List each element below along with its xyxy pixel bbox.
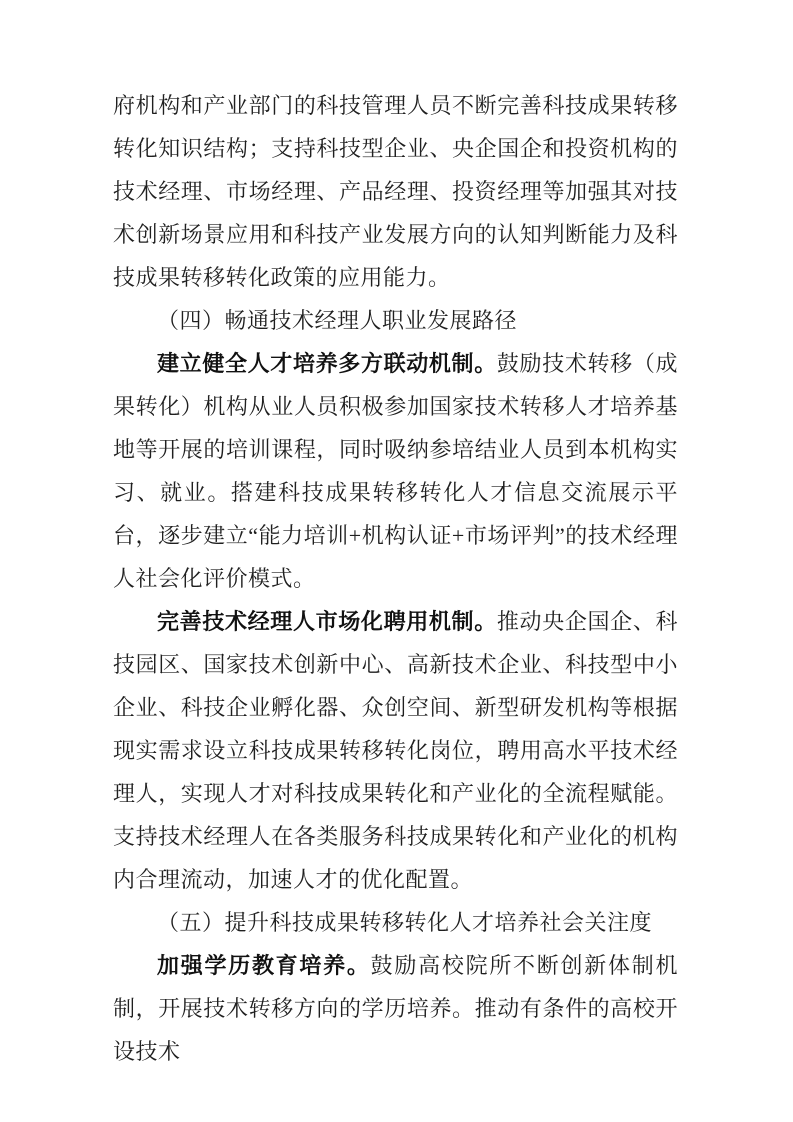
document-body xyxy=(113,84,678,1073)
paragraph-talent-linkage-mechanism xyxy=(113,342,678,600)
paragraph-market-hiring-mechanism xyxy=(113,600,678,901)
section-heading-5: （五）提升科技成果转移转化人才培养社会关注度 xyxy=(157,910,653,935)
paragraph-lead-bold: 加强学历教育培养。 xyxy=(157,953,371,978)
paragraph-body-text: 鼓励高校院所不断创新体制机制，开展技术转移方向的学历培养。推动有条件的高校开设技术 xyxy=(113,953,678,1064)
paragraph-body-text: 推动央企国企、科技园区、国家技术创新中心、高新技术企业、科技型中小企业、科技企业孵化器、众创空间、新型研发机构等根据现实需求设立科技成果转移转化岗位，聘用高水平技术经理人，实现人才对科技成果转化和产业化的全流程赋能。支持技术经理人在各类服务科技成果转化和产业化的机构内合理流动，加速人才的优化配置。 xyxy=(113,609,678,892)
paragraph-continuation: 府机构和产业部门的科技管理人员不断完善科技成果转移转化知识结构；支持科技型企业、央企国企和投资机构的技术经理、市场经理、产品经理、投资经理等加强其对技术创新场景应用和科技产业发展方向的认知判断能力及科技成果转移转化政策的应用能力。 xyxy=(113,93,678,290)
paragraph-lead-bold: 建立健全人才培养多方联动机制。 xyxy=(157,351,497,376)
paragraph-academic-education xyxy=(113,944,678,1073)
section-heading-4: （四）畅通技术经理人职业发展路径 xyxy=(157,308,518,333)
paragraph-lead-bold: 完善技术经理人市场化聘用机制。 xyxy=(157,609,497,634)
paragraph-body-text: 鼓励技术转移（成果转化）机构从业人员积极参加国家技术转移人才培养基地等开展的培训课程，同时吸纳参培结业人员到本机构实习、就业。搭建科技成果转移转化人才信息交流展示平台，逐步建立“能力培训+机构认证+市场评判”的技术经理人社会化评价模式。 xyxy=(113,351,678,591)
